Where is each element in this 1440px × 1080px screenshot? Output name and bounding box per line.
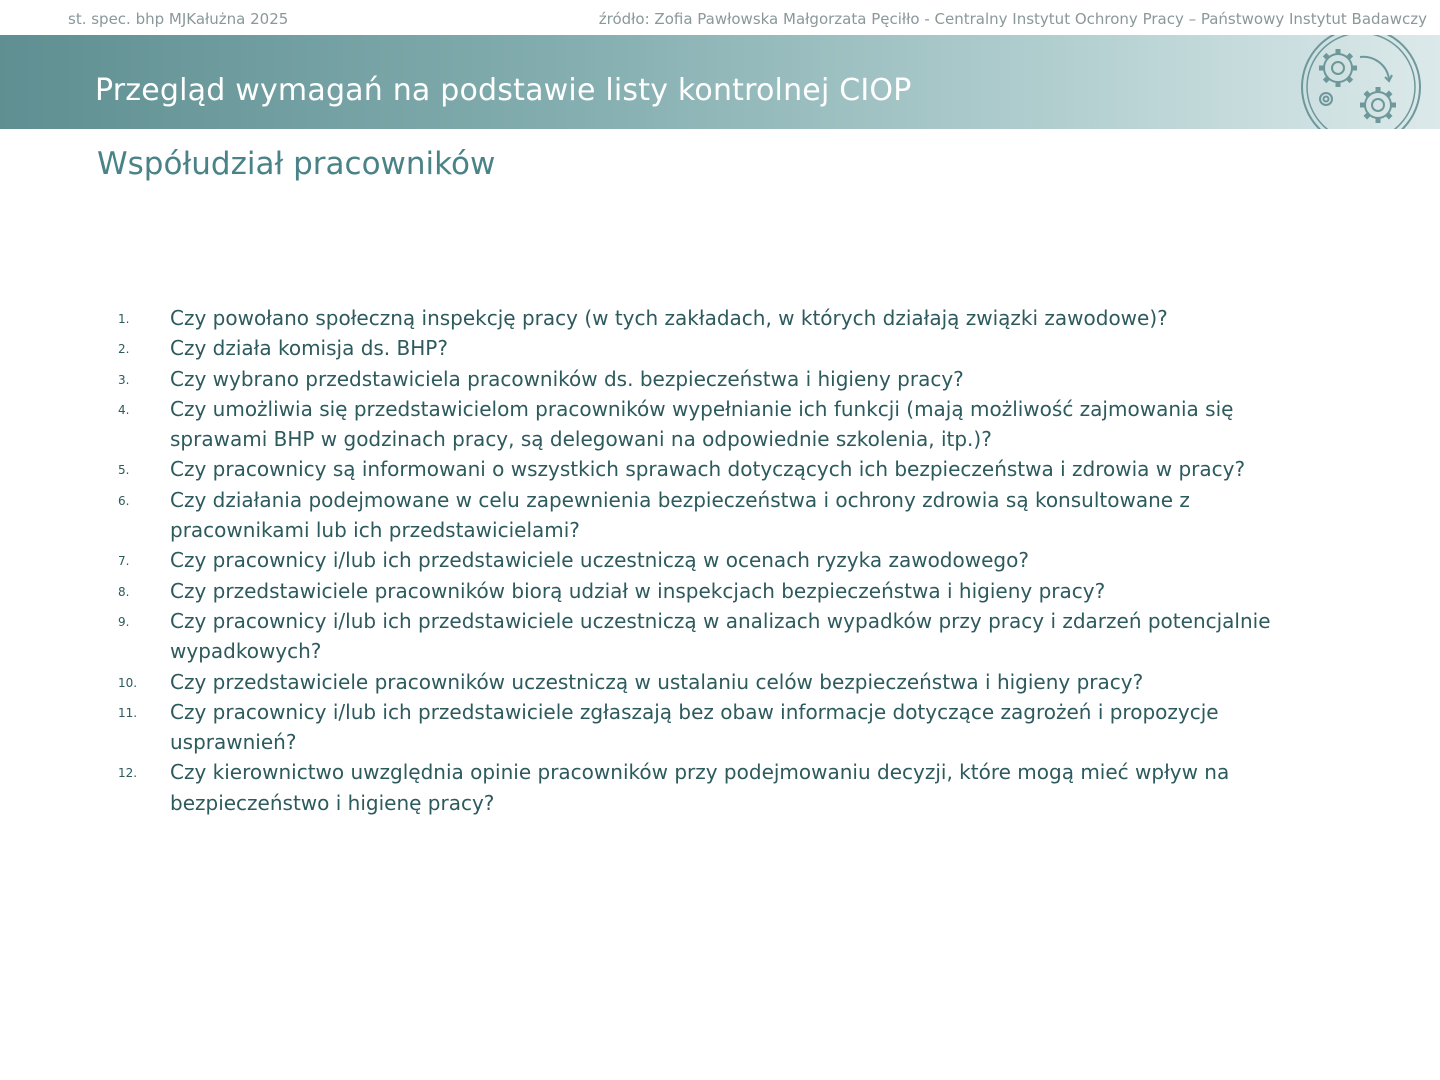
list-item xyxy=(118,394,1278,455)
list-item-text: Czy pracownicy i/lub ich przedstawiciele zgłaszają bez obaw informacje dotyczące zagrożeń i propozycje usprawnień? xyxy=(170,699,1219,755)
list-item xyxy=(118,364,1278,394)
list-item-text: Czy wybrano przedstawiciela pracowników ds. bezpieczeństwa i higieny pracy? xyxy=(170,366,964,391)
list-item-number: 6. xyxy=(118,493,130,508)
list-item-text: Czy pracownicy i/lub ich przedstawiciele uczestniczą w ocenach ryzyka zawodowego? xyxy=(170,548,1029,573)
list-item xyxy=(118,606,1278,667)
list-item-number: 2. xyxy=(118,342,130,357)
list-item-number: 1. xyxy=(118,312,130,326)
gears-icon xyxy=(1296,35,1426,129)
list-item xyxy=(118,757,1278,818)
list-item-number: 4. xyxy=(118,402,130,417)
section-title: Współudział pracowników xyxy=(97,146,496,182)
list-item-text: Czy działania podejmowane w celu zapewnienia bezpieczeństwa i ochrony zdrowia są konsultowane z pracownikami lub ich przedstawicielami? xyxy=(170,487,1190,543)
list-item xyxy=(118,576,1278,606)
list-item-text: Czy kierownictwo uwzględnia opinie pracowników przy podejmowaniu decyzji, które mogą mieć wpływ na bezpieczeństwo i higienę pracy? xyxy=(170,760,1230,815)
list-item-number: 10. xyxy=(118,675,138,690)
list-item-text: Czy przedstawiciele pracowników biorą udział w inspekcjach bezpieczeństwa i higieny pracy? xyxy=(170,578,1106,603)
list-item xyxy=(118,697,1278,758)
list-item xyxy=(118,545,1278,575)
list-item xyxy=(118,667,1278,697)
author-label: st. spec. bhp MJKałużna 2025 xyxy=(68,10,289,28)
question-list xyxy=(118,303,1278,818)
list-item-number: 5. xyxy=(118,463,130,478)
source-label: źródło: Zofia Pawłowska Małgorzata Pęciłło - Centralny Instytut Ochrony Pracy – Państwowy Instytut Badawczy xyxy=(598,10,1427,28)
list-item-text: Czy pracownicy są informowani o wszystkich sprawach dotyczących ich bezpieczeństwa i zdrowia w pracy? xyxy=(170,457,1246,482)
title-banner xyxy=(0,35,1440,129)
list-item xyxy=(118,485,1278,546)
page-title: Przegląd wymagań na podstawie listy kontrolnej CIOP xyxy=(95,73,912,108)
list-item-text: Czy działa komisja ds. BHP? xyxy=(170,336,448,361)
list-item-text: Czy umożliwia się przedstawicielom pracowników wypełnianie ich funkcji (mają możliwość zajmowania się sprawami BHP w godzinach pracy, są delegowani na odpowiednie szkolenia, itp.)? xyxy=(170,396,1234,452)
list-item xyxy=(118,333,1278,363)
list-item-number: 12. xyxy=(118,766,138,781)
list-item-number: 9. xyxy=(118,614,130,629)
list-item-number: 7. xyxy=(118,554,130,569)
list-item xyxy=(118,454,1278,484)
list-item-text: Czy przedstawiciele pracowników uczestniczą w ustalaniu celów bezpieczeństwa i higieny pracy? xyxy=(170,669,1144,694)
list-item-number: 11. xyxy=(118,705,138,720)
top-source-line xyxy=(0,10,1440,32)
list-item-text: Czy pracownicy i/lub ich przedstawiciele uczestniczą w analizach wypadków przy pracy i zdarzeń potencjalnie wypadkowych? xyxy=(170,608,1271,664)
list-item-number: 3. xyxy=(118,372,130,387)
list-item xyxy=(118,303,1278,333)
list-item-text: Czy powołano społeczną inspekcję pracy (w tych zakładach, w których działają związki zawodowe)? xyxy=(170,306,1168,330)
list-item-number: 8. xyxy=(118,584,130,599)
